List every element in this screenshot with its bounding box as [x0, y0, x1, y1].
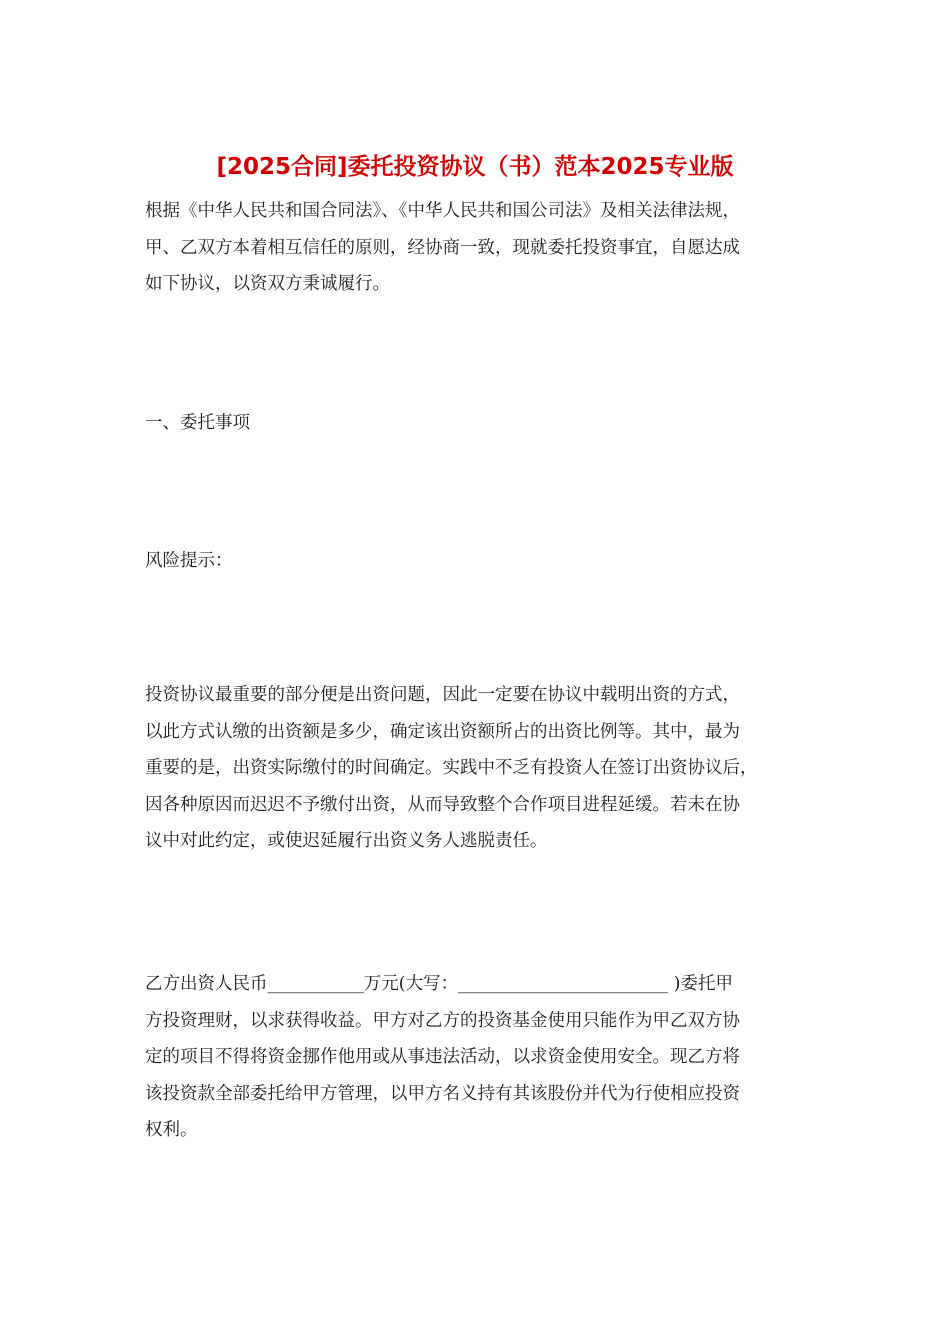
intro-line: 如下协议，以资双方秉诚履行。 [145, 274, 390, 294]
party-b-line: 定的项目不得将资金挪作他用或从事违法活动，以求资金使用安全。现乙方将 [145, 1047, 740, 1067]
party-b-investment-paragraph [145, 966, 810, 1149]
section-heading-entrusted-matters: 一、委托事项 [145, 413, 250, 433]
intro-line: 根据《中华人民共和国合同法》、《中华人民共和国公司法》及相关法律法规， [145, 201, 740, 221]
risk-warning-paragraph [145, 677, 810, 860]
risk-line: 以此方式认缴的出资额是多少，确定该出资额所占的出资比例等。其中，最为 [145, 721, 740, 742]
party-b-line: 方投资理财，以求获得收益。甲方对乙方的投资基金使用只能作为甲乙双方协 [145, 1010, 740, 1031]
risk-line: 因各种原因而迟迟不予缴付出资，从而导致整个合作项目进程延缓。若未在协 [145, 794, 740, 815]
risk-line: 投资协议最重要的部分便是出资问题，因此一定要在协议中载明出资的方式， [145, 685, 740, 705]
document-title: [2025合同]委托投资协议（书）范本2025专业版 [216, 154, 734, 180]
risk-line: 重要的是，出资实际缴付的时间确定。实践中不乏有投资人在签订出资协议后， [145, 758, 758, 778]
intro-paragraph [145, 193, 810, 303]
party-b-line: 乙方出资人民币___________万元(大写：________________________ )委托甲 [145, 974, 733, 994]
risk-warning-heading: 风险提示： [145, 551, 233, 571]
intro-line: 甲、乙双方本着相互信任的原则，经协商一致，现就委托投资事宜，自愿达成 [145, 237, 740, 258]
risk-line: 议中对此约定，或使迟延履行出资义务人逃脱责任。 [145, 831, 548, 851]
party-b-line: 该投资款全部委托给甲方管理，以甲方名义持有其该股份并代为行使相应投资 [145, 1083, 740, 1104]
party-b-line: 权利。 [145, 1120, 198, 1140]
